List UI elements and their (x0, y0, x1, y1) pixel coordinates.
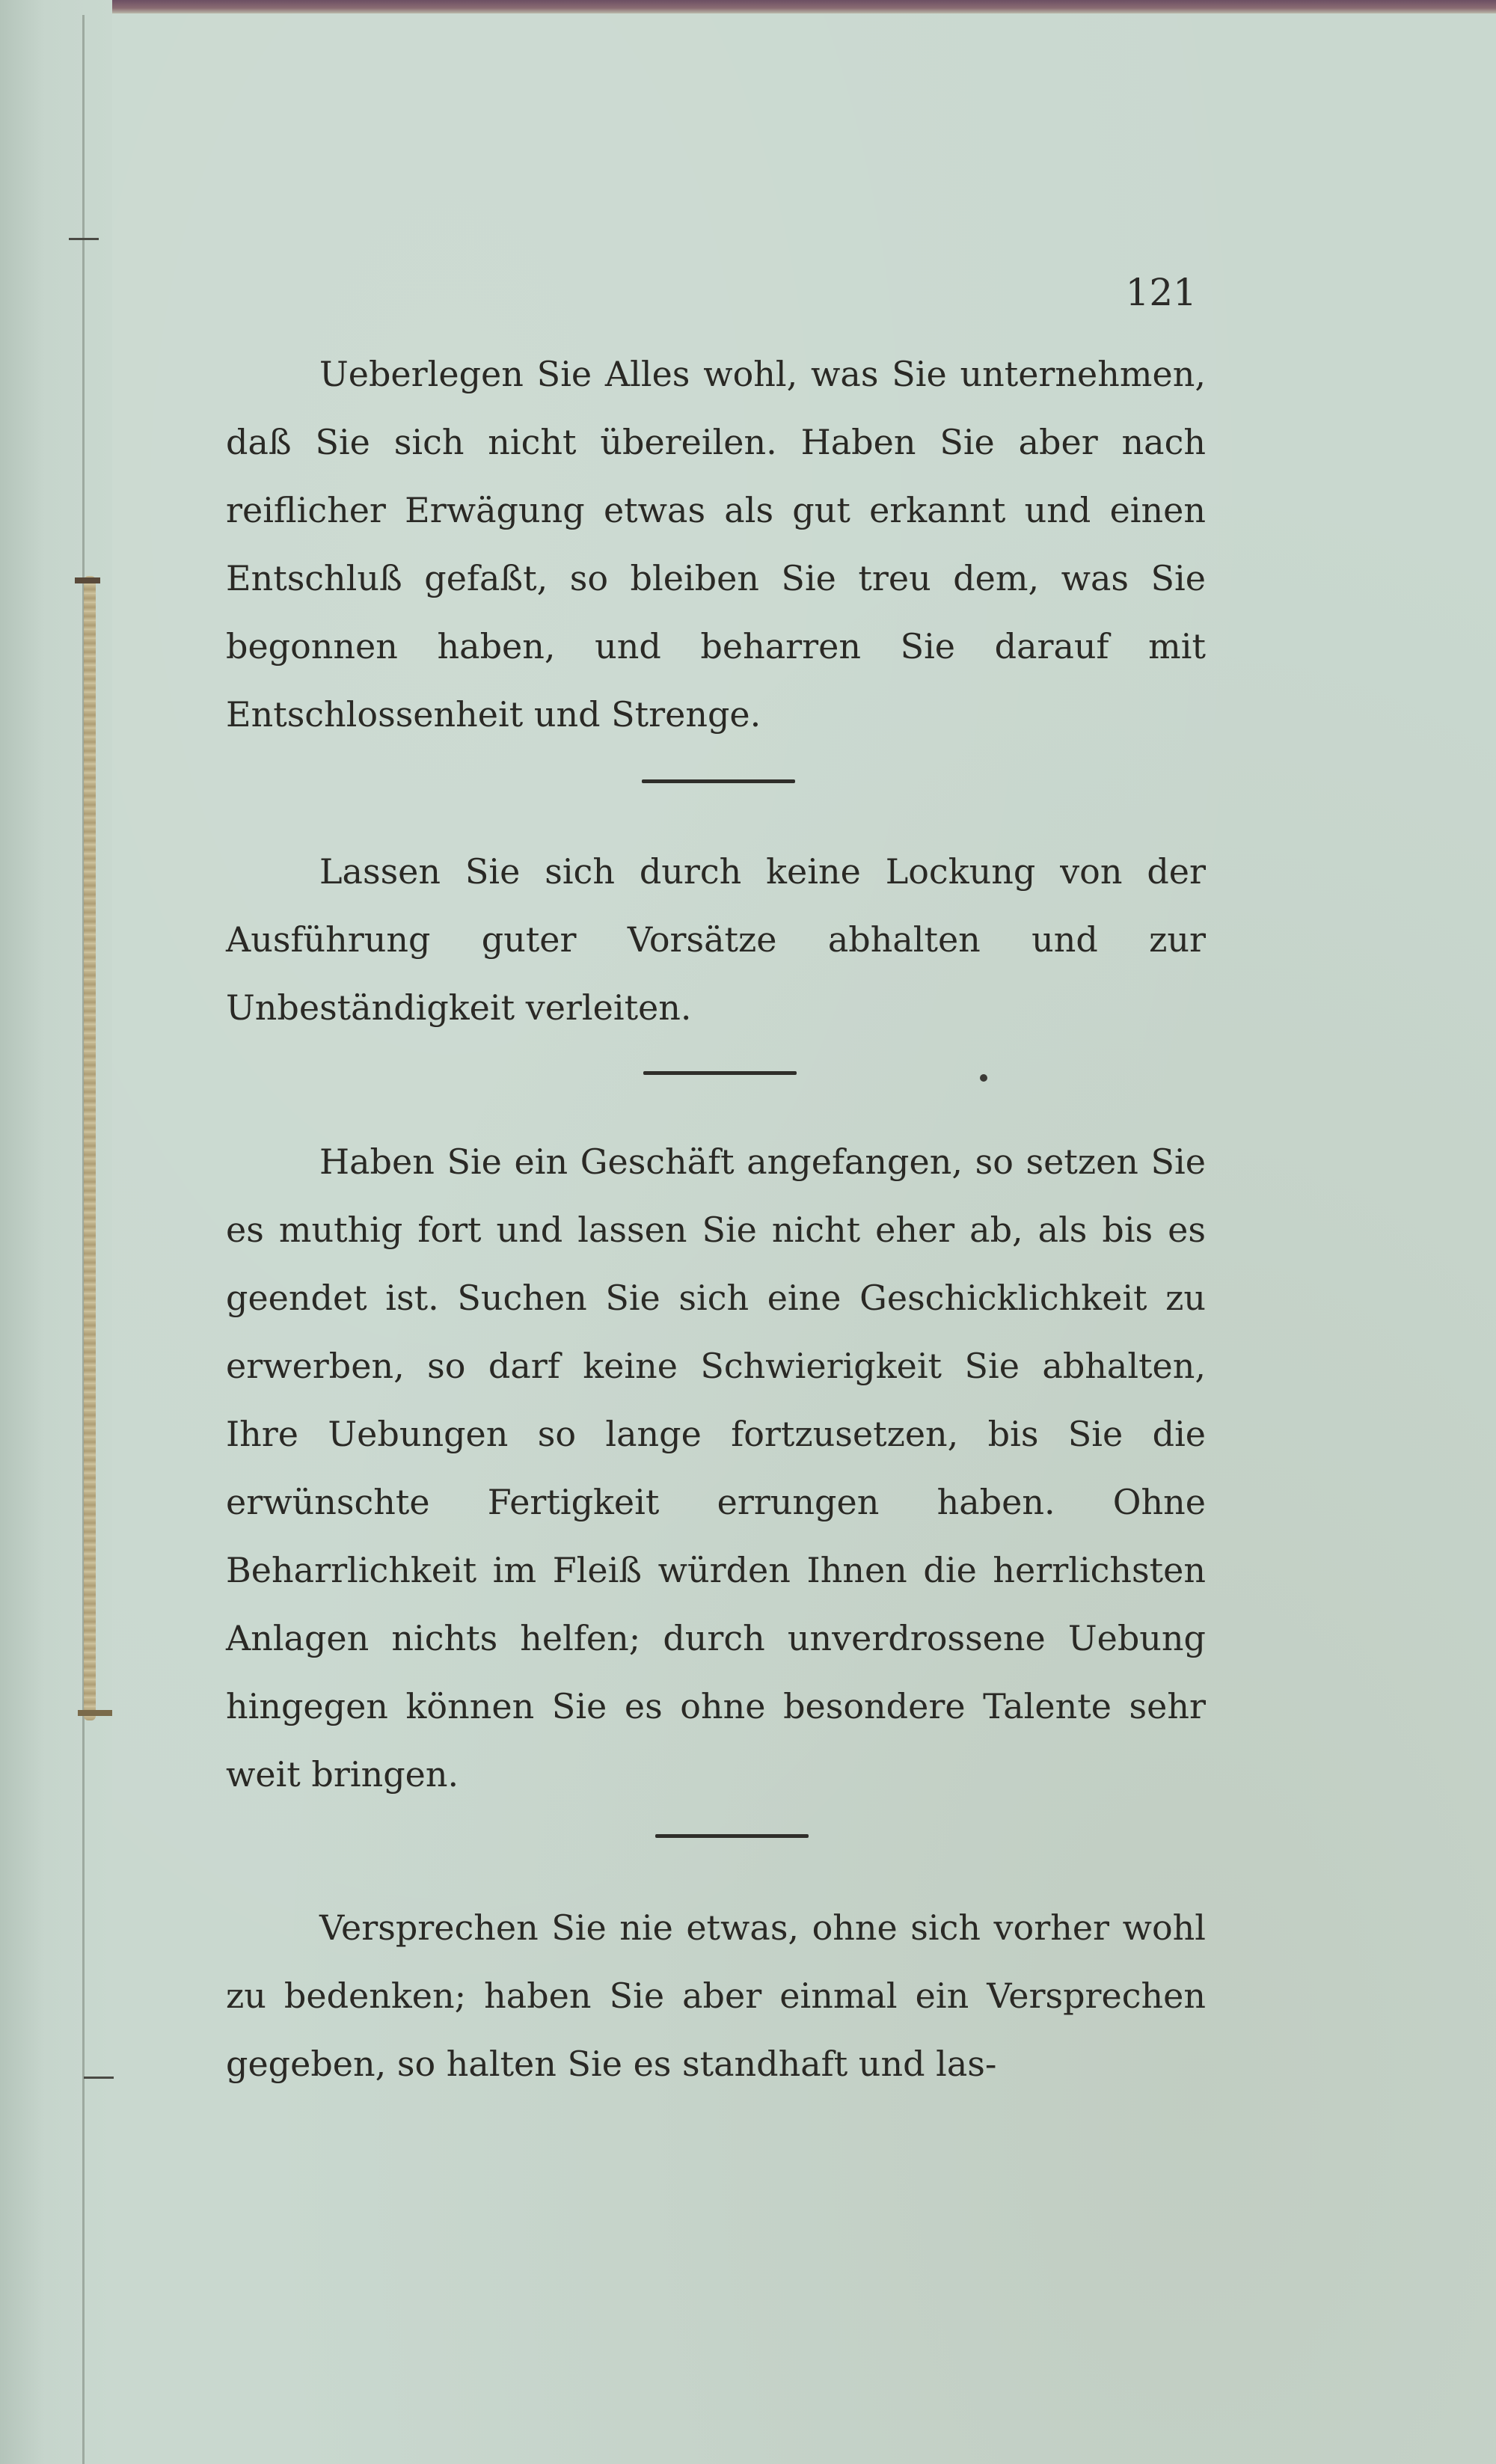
binding-thread (84, 576, 96, 1720)
section-divider (643, 1071, 797, 1075)
section-divider (655, 1834, 809, 1838)
page-top-edge (0, 0, 1496, 13)
paragraph-4: Versprechen Sie nie etwas, ohne sich vorher wohl zu bedenken; haben Sie aber einmal ein Versprechen gegeben, so halten Sie es standhaft und las- (226, 1907, 1206, 2084)
margin-mark (75, 577, 100, 583)
section-divider (642, 779, 795, 783)
ink-speck (980, 1074, 987, 1082)
margin-mark (69, 238, 99, 240)
paragraph-1: Ueberlegen Sie Alles wohl, was Sie unternehmen, daß Sie sich nicht übereilen. Haben Sie aber nach reiflicher Erwägung etwas als gut erkannt und einen Entschluß gefaßt, so bleiben Sie treu dem, was Sie begonnen haben, und beharren Sie darauf mit Entschlossenheit und Strenge. (226, 354, 1206, 735)
page-number: 121 (1125, 271, 1197, 314)
paragraph-2: Lassen Sie sich durch keine Lockung von der Ausführung guter Vorsätze abhalten und zur Unbeständigkeit verleiten. (226, 851, 1206, 1028)
paragraph-3: Haben Sie ein Geschäft angefangen, so setzen Sie es muthig fort und lassen Sie nicht eher ab, als bis es geendet ist. Suchen Sie sich eine Geschicklichkeit zu erwerben, so darf keine Schwierigkeit Sie abhalten, Ihre Uebungen so lange fortzusetzen, bis Sie die erwünschte Fertigkeit errungen haben. Ohne Beharrlichkeit im Fleiß würden Ihnen die herrlichsten Anlagen nichts helfen; durch unverdrossene Uebung hingegen können Sie es ohne besondere Talente sehr weit bringen. (226, 1141, 1206, 1795)
margin-mark (78, 1710, 112, 1716)
margin-mark (84, 2077, 114, 2079)
